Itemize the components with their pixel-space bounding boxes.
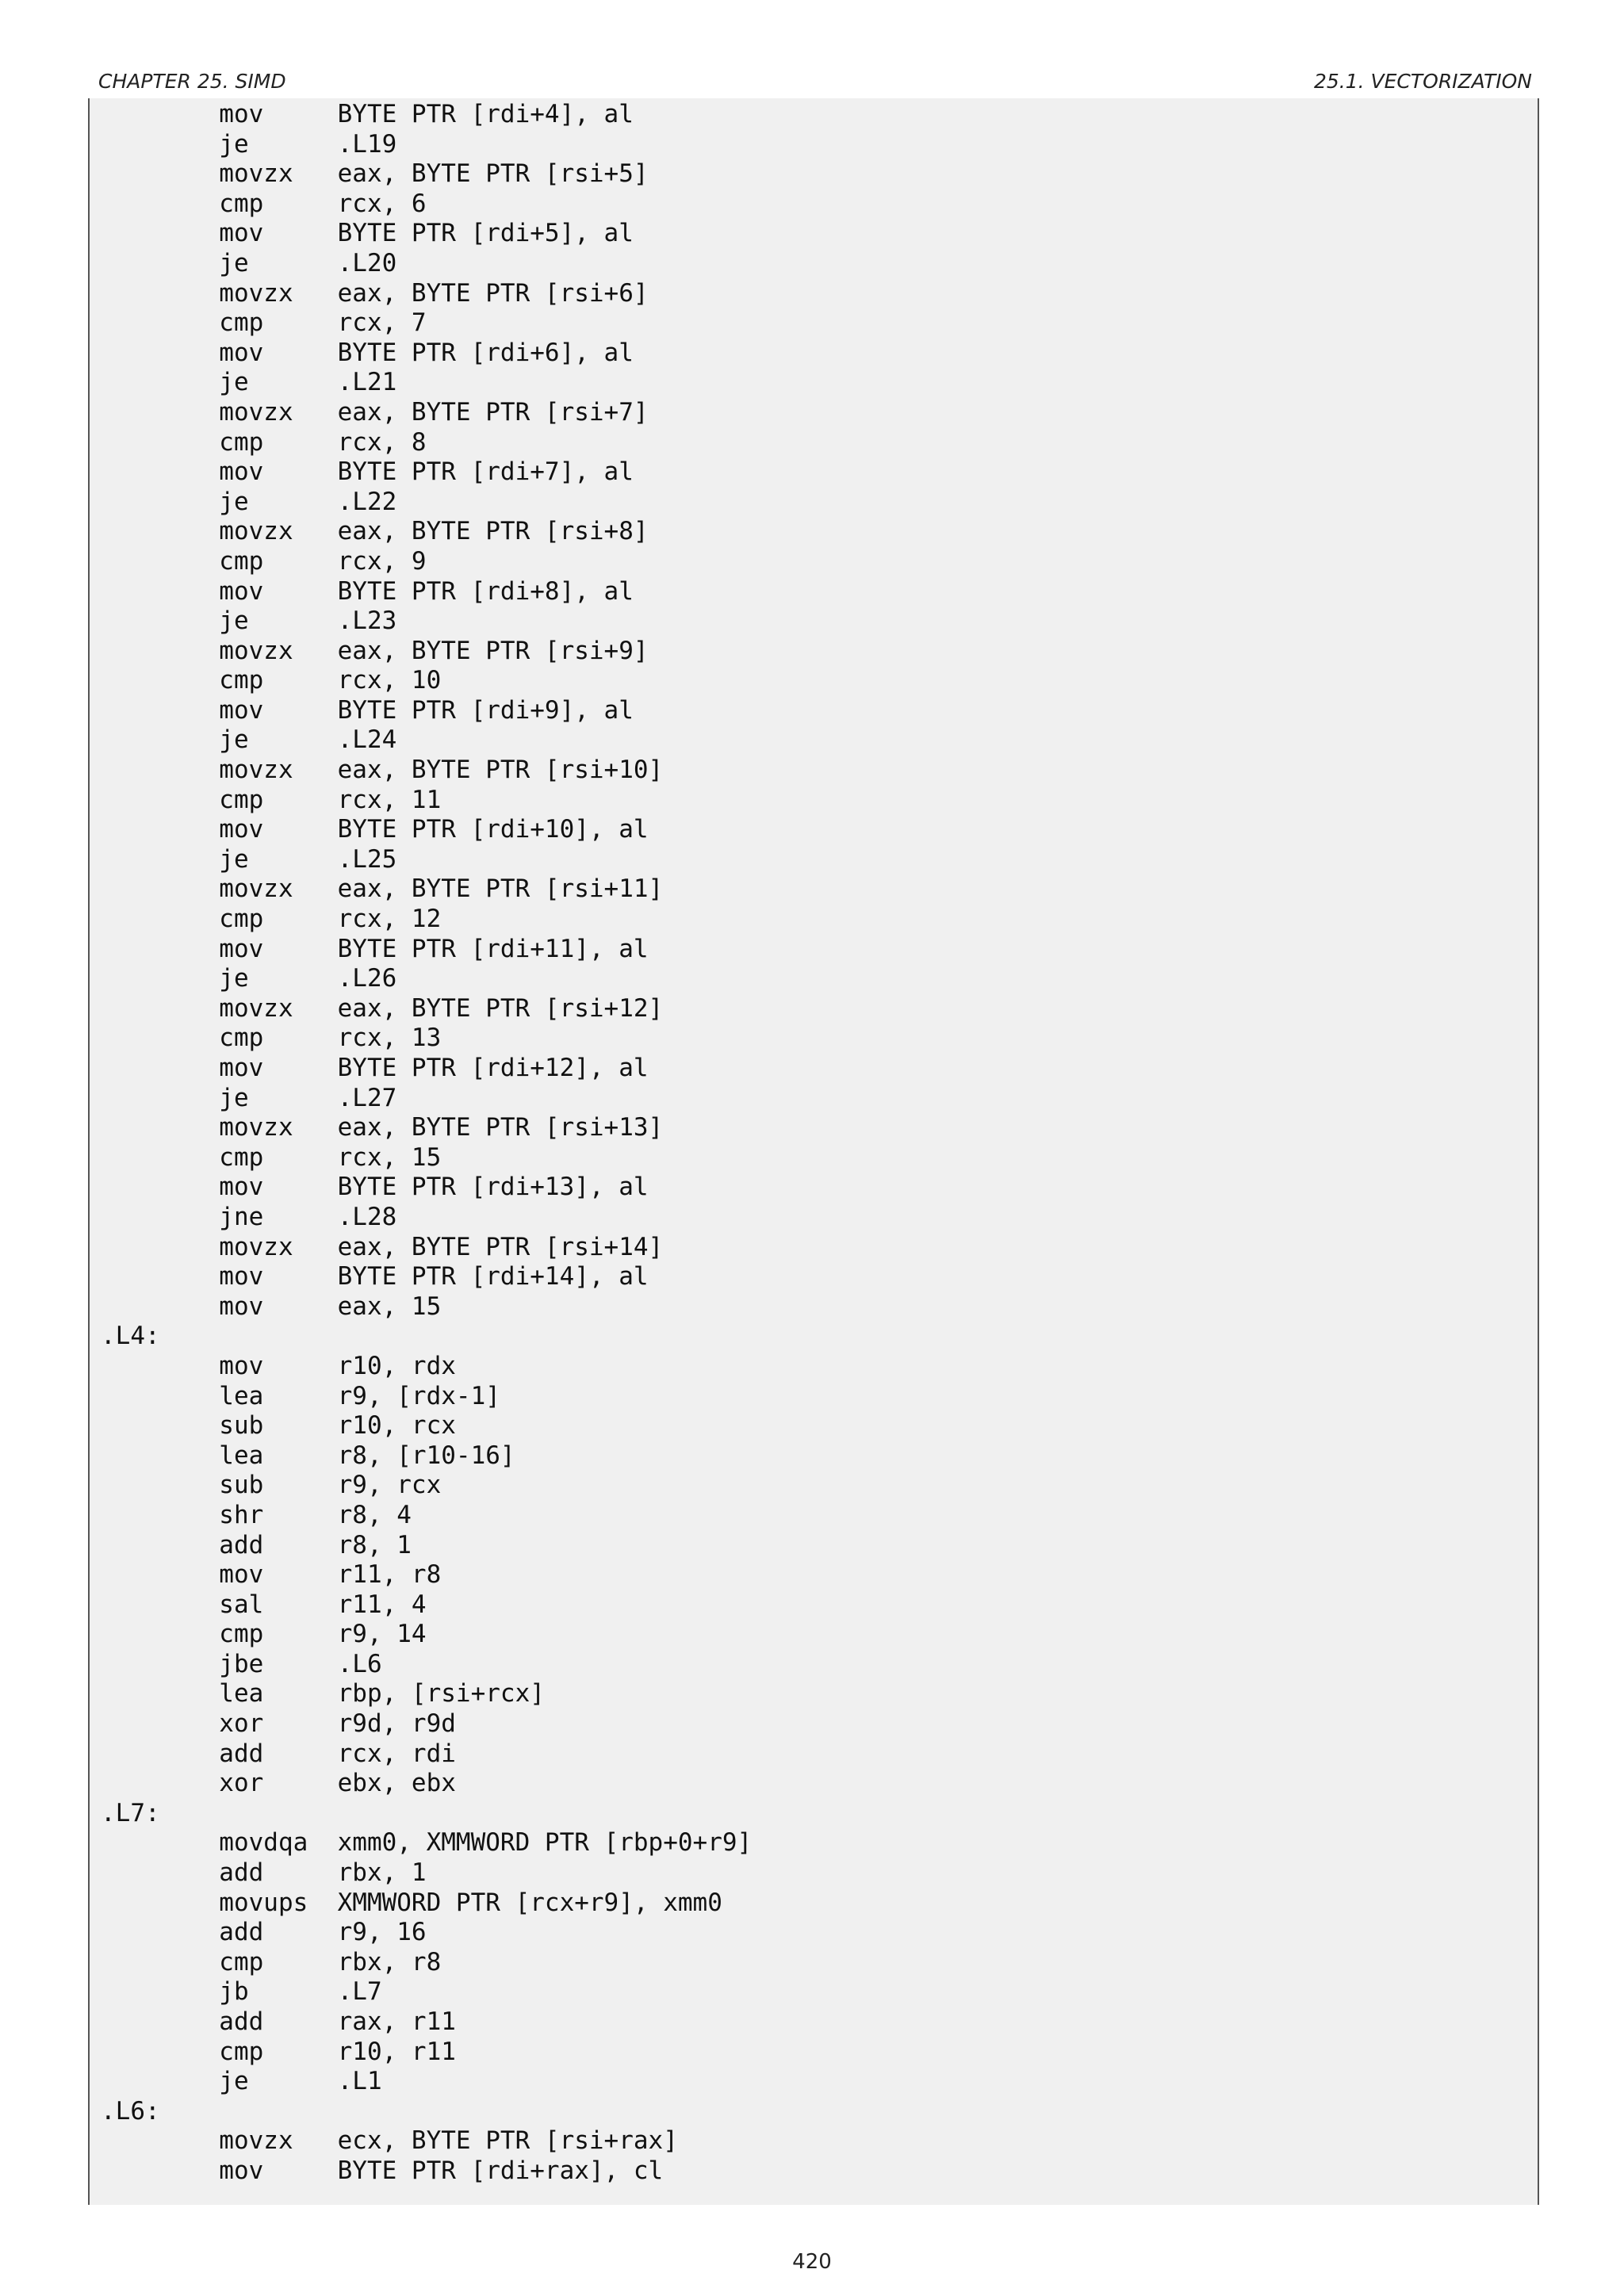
code-line: cmp rcx, 6 (101, 189, 427, 218)
code-line: cmp rcx, 8 (101, 427, 427, 457)
code-line: movzx eax, BYTE PTR [rsi+10] (101, 756, 664, 785)
code-line: cmp r10, r11 (101, 2037, 456, 2066)
code-line: cmp rcx, 7 (101, 308, 427, 338)
chapter-title: CHAPTER 25. SIMD (98, 70, 286, 93)
code-line: mov BYTE PTR [rdi+5], al (101, 219, 634, 248)
code-line: cmp rcx, 9 (101, 546, 427, 576)
code-line: cmp rcx, 15 (101, 1142, 442, 1172)
code-line: mov r11, r8 (101, 1560, 442, 1590)
code-line: mov BYTE PTR [rdi+12], al (101, 1054, 649, 1082)
code-line: .L7: (101, 1798, 160, 1827)
code-block (101, 100, 752, 2187)
code-line: movzx eax, BYTE PTR [rsi+12] (101, 993, 664, 1023)
code-line: mov eax, 15 (101, 1292, 442, 1321)
code-line: je .L26 (101, 964, 397, 993)
code-line: cmp r9, 14 (101, 1620, 427, 1649)
code-line: mov BYTE PTR [rdi+13], al (101, 1173, 649, 1202)
code-line: movzx eax, BYTE PTR [rsi+6] (101, 278, 649, 308)
code-line: mov r10, rdx (101, 1351, 456, 1380)
code-line: movdqa xmm0, XMMWORD PTR [rbp+0+r9] (101, 1828, 753, 1858)
code-line: lea r9, [rdx-1] (101, 1381, 500, 1410)
page-number: 420 (792, 2250, 832, 2274)
code-line: add rbx, 1 (101, 1858, 427, 1888)
code-line: mov BYTE PTR [rdi+11], al (101, 934, 649, 963)
code-line: movzx eax, BYTE PTR [rsi+7] (101, 397, 649, 427)
code-line: add r8, 1 (101, 1530, 412, 1559)
code-line: add rax, r11 (101, 2007, 456, 2036)
code-line: cmp rcx, 10 (101, 666, 442, 695)
code-line: lea rbp, [rsi+rcx] (101, 1679, 545, 1709)
code-line: je .L1 (101, 2067, 382, 2096)
code-line: xor r9d, r9d (101, 1709, 456, 1739)
code-line: jb .L7 (101, 1977, 382, 2007)
code-line: je .L27 (101, 1083, 397, 1112)
code-line: .L6: (101, 2096, 160, 2126)
code-line: mov BYTE PTR [rdi+6], al (101, 338, 634, 367)
code-line: sub r10, rcx (101, 1411, 456, 1441)
code-line: xor ebx, ebx (101, 1769, 456, 1798)
code-line: mov BYTE PTR [rdi+9], al (101, 695, 634, 725)
code-line: movups XMMWORD PTR [rcx+r9], xmm0 (101, 1888, 722, 1917)
code-line: mov BYTE PTR [rdi+4], al (101, 100, 634, 128)
section-title: 25.1. VECTORIZATION (1313, 70, 1532, 93)
code-line: add r9, 16 (101, 1918, 427, 1947)
code-line: je .L22 (101, 487, 397, 516)
code-line: jne .L28 (101, 1202, 397, 1231)
code-line: je .L25 (101, 844, 397, 874)
code-line: movzx eax, BYTE PTR [rsi+8] (101, 517, 649, 546)
code-line: .L4: (101, 1322, 160, 1351)
code-line: sub r9, rcx (101, 1471, 442, 1500)
code-line: cmp rcx, 12 (101, 905, 442, 934)
code-line: movzx eax, BYTE PTR [rsi+13] (101, 1113, 664, 1142)
code-line: je .L19 (101, 129, 397, 159)
code-line: cmp rbx, r8 (101, 1947, 442, 1976)
code-line: cmp rcx, 11 (101, 785, 442, 814)
code-line: mov BYTE PTR [rdi+rax], cl (101, 2156, 664, 2185)
code-line: mov BYTE PTR [rdi+10], al (101, 815, 649, 844)
code-line: cmp rcx, 13 (101, 1024, 442, 1053)
code-line: movzx ecx, BYTE PTR [rsi+rax] (101, 2126, 678, 2156)
code-line: movzx eax, BYTE PTR [rsi+5] (101, 159, 649, 189)
code-line: je .L20 (101, 248, 397, 277)
code-line: movzx eax, BYTE PTR [rsi+11] (101, 874, 664, 904)
code-line: je .L24 (101, 725, 397, 755)
code-line: jbe .L6 (101, 1649, 382, 1678)
code-line: add rcx, rdi (101, 1739, 456, 1768)
code-line: je .L23 (101, 607, 397, 636)
code-line: mov BYTE PTR [rdi+7], al (101, 457, 634, 487)
code-line: lea r8, [r10-16] (101, 1441, 515, 1470)
code-line: movzx eax, BYTE PTR [rsi+14] (101, 1232, 664, 1261)
code-line: sal r11, 4 (101, 1590, 427, 1619)
code-line: mov BYTE PTR [rdi+14], al (101, 1262, 649, 1292)
code-line: shr r8, 4 (101, 1500, 412, 1529)
code-line: movzx eax, BYTE PTR [rsi+9] (101, 636, 649, 665)
code-line: mov BYTE PTR [rdi+8], al (101, 576, 634, 606)
page-header (98, 70, 1532, 100)
code-listing (88, 98, 1539, 2205)
code-line: je .L21 (101, 368, 397, 397)
